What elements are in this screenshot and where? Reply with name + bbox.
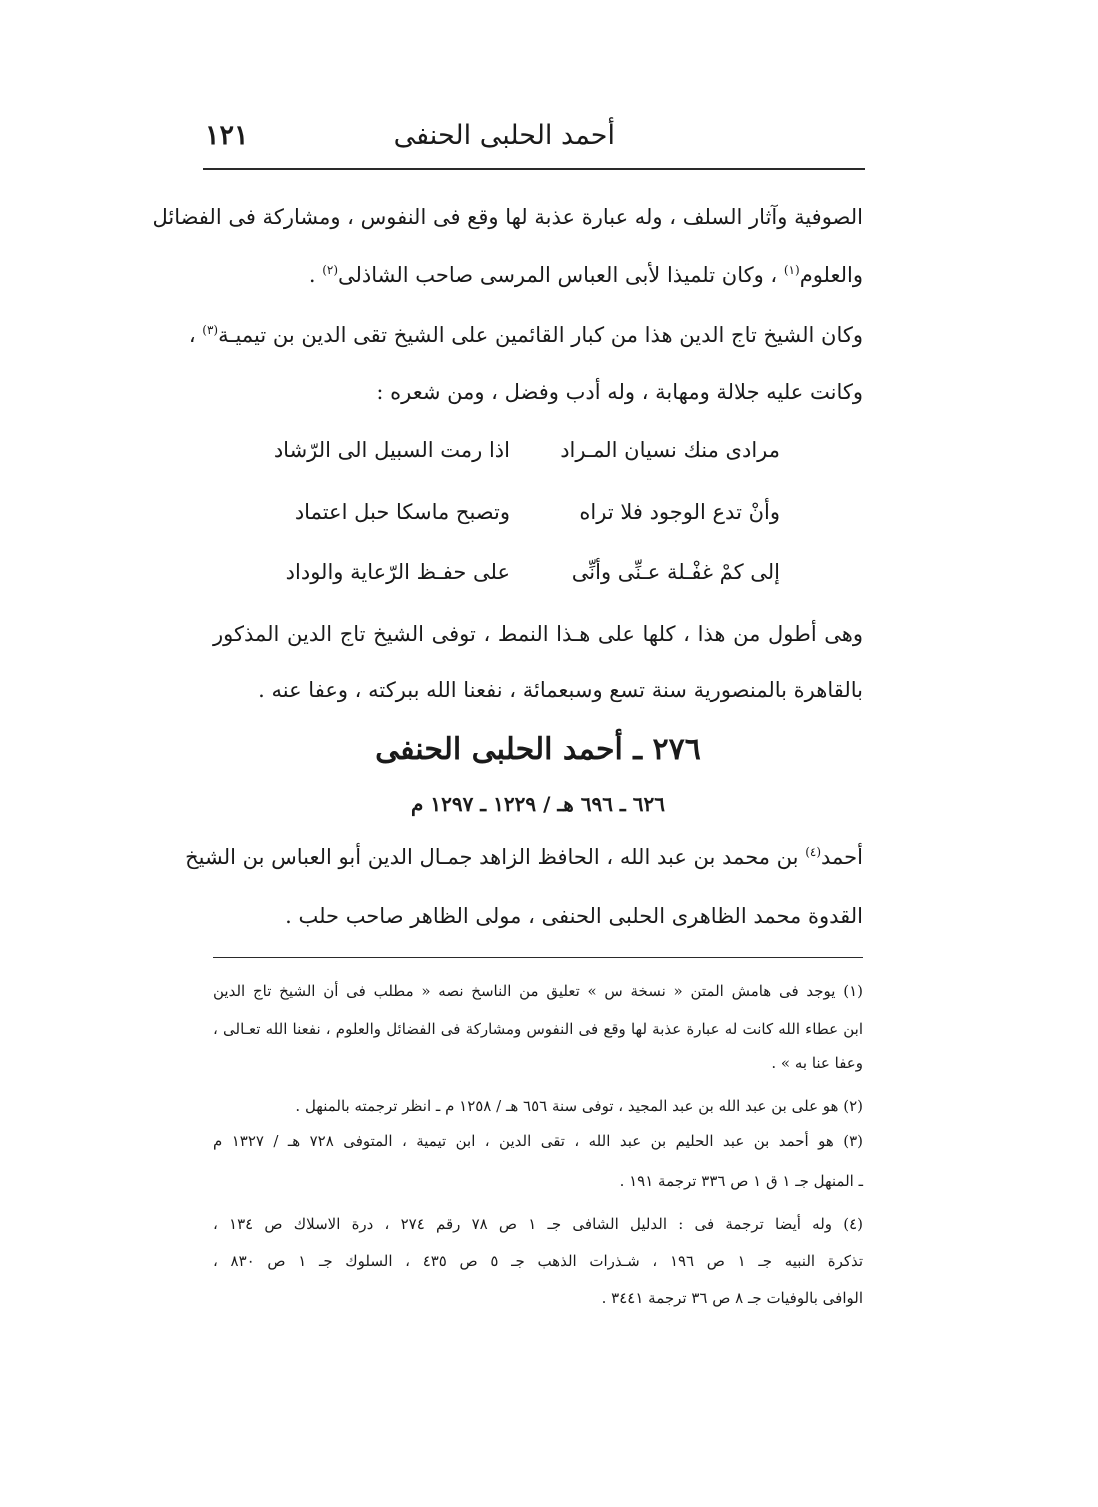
verse-first-hemistich: وأنْ تدع الوجود فلا تراه	[579, 500, 780, 524]
footnote-ref-1: (١)	[783, 263, 800, 277]
verse-first-hemistich: إلى كمْ غفْـلة عـنِّى وأنِّى	[571, 560, 780, 584]
text-line	[188, 323, 863, 359]
verse-line-2	[280, 500, 780, 536]
footnote-3: (٣) هو أحمد بن عبد الحليم بن عبد الله ، تقى الدين ، ابن تيمية ، المتوفى ٧٢٨ هـ / ١٣٢٧ م	[213, 1132, 863, 1150]
text-span: ،	[188, 323, 203, 347]
footnote-ref-4: (٤)	[805, 845, 822, 859]
text-span: بن محمد بن عبد الله ، الحافظ الزاهد جمـال الدين أبو العباس بن الشيخ	[185, 845, 806, 869]
verse-second-hemistich: على حفـظ الرّعاية والوداد	[285, 560, 510, 584]
footnote-4-cont: تذكرة النبيه جـ ١ ص ١٩٦ ، شـذرات الذهب جـ ٥ ص ٤٣٥ ، السلوك جـ ١ ص ٨٣٠ ،	[213, 1252, 864, 1270]
footnote-ref-3: (٣)	[202, 323, 219, 337]
text-line: وهى أطول من هذا ، كلها على هـذا النمط ، توفى الشيخ تاج الدين المذكور	[213, 622, 863, 646]
entry-dates: ٦٢٦ ـ ٦٩٦ هـ / ١٢٢٩ ـ ١٢٩٧ م	[411, 792, 665, 816]
running-title: أحمد الحلبى الحنفى	[393, 120, 615, 151]
verse-first-hemistich: مرادى منك نسيان المـراد	[560, 438, 780, 462]
text-span: والعلوم	[799, 263, 863, 287]
text-line: بالقاهرة بالمنصورية سنة تسع وسبعمائة ، نفعنا الله ببركته ، وعفا عنه .	[258, 678, 863, 702]
verse-line-1	[273, 438, 780, 474]
page-number: ١٢١	[205, 120, 249, 151]
footnote-4: (٤) وله أيضا ترجمة فى : الدليل الشافى جـ ١ ص ٧٨ رقم ٢٧٤ ، درة الاسلاك ص ١٣٤ ،	[213, 1215, 863, 1233]
footnote-4-cont: الوافى بالوفيات جـ ٨ ص ٣٦ ترجمة ٣٤٤١ .	[601, 1289, 863, 1307]
text-line: الصوفية وآثار السلف ، وله عبارة عذبة لها وقع فى النفوس ، ومشاركة فى الفضائل	[152, 205, 863, 229]
footnote-1: (١) يوجد فى هامش المتن « نسخة س » تعليق من الناسخ نصه « مطلب فى أن الشيخ تاج الدين	[213, 982, 863, 1000]
verse-second-hemistich: اذا رمت السبيل الى الرّشاد	[273, 438, 510, 462]
text-line	[213, 263, 863, 299]
entry-heading: ٢٧٦ ـ أحمد الحلبى الحنفى	[375, 732, 701, 767]
text-span: .	[308, 263, 323, 287]
footnote-2: (٢) هو على بن عبد الله بن عبد المجيد ، توفى سنة ٦٥٦ هـ / ١٢٥٨ م ـ انظر ترجمته بالمنهل .	[295, 1097, 863, 1115]
header-rule	[203, 168, 865, 170]
verse-line-3	[280, 560, 780, 596]
footnote-3-cont: ـ المنهل جـ ١ ق ١ ص ٣٣٦ ترجمة ١٩١ .	[619, 1172, 863, 1190]
text-span: ، وكان تلميذا لأبى العباس المرسى صاحب الشاذلى	[338, 263, 784, 287]
footnote-1-cont: ابن عطاء الله كانت له عبارة عذبة لها وقع فى النفوس ومشاركة فى الفضائل والعلوم ، نفعنا الله تعـالى ،	[213, 1020, 863, 1038]
text-line: القدوة محمد الظاهرى الحلبى الحنفى ، مولى الظاهر صاحب حلب .	[285, 904, 863, 928]
text-span: أحمد	[821, 845, 863, 869]
text-line	[185, 845, 863, 881]
verse-second-hemistich: وتصبح ماسكا حبل اعتماد	[294, 500, 510, 524]
footnote-rule	[213, 957, 863, 958]
text-line: وكانت عليه جلالة ومهابة ، وله أدب وفضل ، ومن شعره :	[376, 380, 863, 404]
text-span: وكان الشيخ تاج الدين هذا من كبار القائمين على الشيخ تقى الدين بن تيميـة	[218, 323, 863, 347]
page-header	[205, 112, 865, 162]
footnote-1-cont: وعفا عنا به » .	[771, 1054, 863, 1072]
footnote-ref-2: (٢)	[322, 263, 339, 277]
